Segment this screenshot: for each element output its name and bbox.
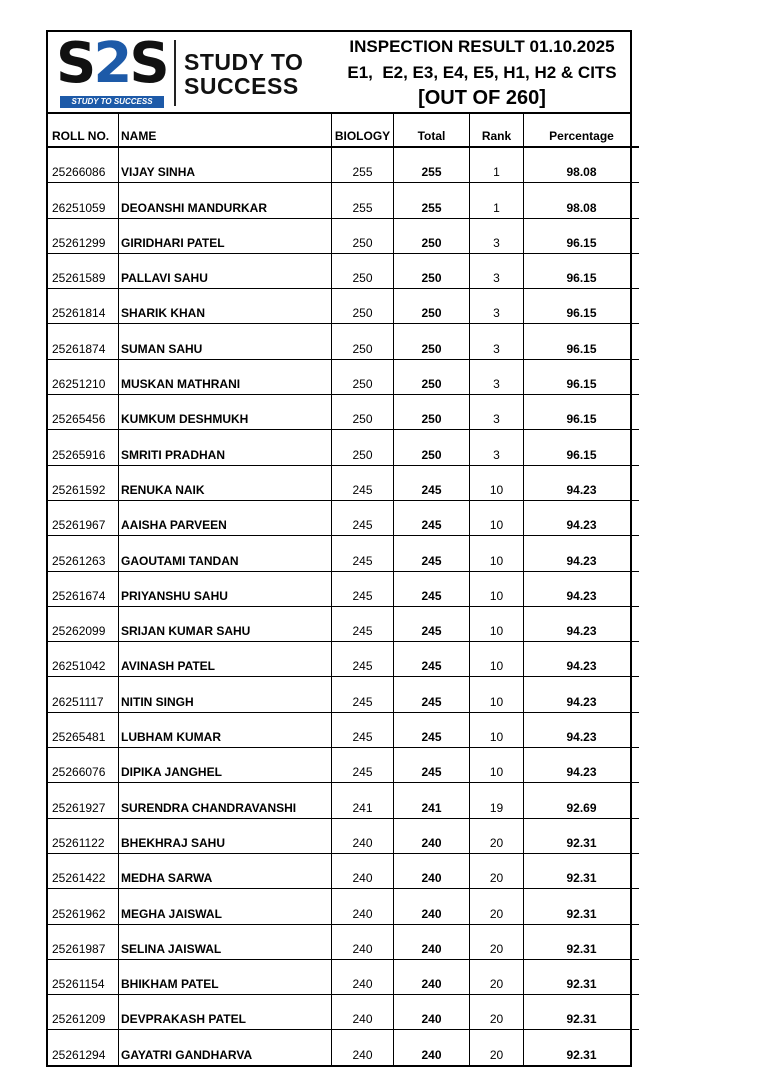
cell-biology: 250 — [332, 218, 394, 253]
table-row — [48, 536, 639, 571]
cell-biology: 250 — [332, 324, 394, 359]
cell-total: 250 — [394, 218, 470, 253]
cell-rank: 1 — [470, 183, 524, 218]
cell-roll-no: 25261294 — [48, 1030, 119, 1065]
cell-percentage: 98.08 — [524, 183, 640, 218]
cell-total: 240 — [394, 1030, 470, 1065]
cell-total: 250 — [394, 289, 470, 324]
cell-roll-no: 25266086 — [48, 147, 119, 183]
table-row — [48, 818, 639, 853]
cell-rank: 20 — [470, 924, 524, 959]
cell-rank: 10 — [470, 571, 524, 606]
cell-percentage: 98.08 — [524, 147, 640, 183]
s2s-logo-mark — [56, 31, 167, 108]
cell-percentage: 96.15 — [524, 324, 640, 359]
cell-total: 255 — [394, 183, 470, 218]
cell-rank: 3 — [470, 395, 524, 430]
cell-total: 250 — [394, 359, 470, 394]
table-row — [48, 359, 639, 394]
logo-letter-s: S — [129, 31, 167, 96]
cell-percentage: 92.31 — [566, 1047, 597, 1062]
cell-total: 245 — [394, 606, 470, 641]
logo-digit-2: 2 — [93, 31, 130, 96]
cell-percentage: 94.23 — [524, 536, 640, 571]
cell-rank: 1 — [470, 147, 524, 183]
table-row — [48, 995, 639, 1030]
cell-biology: 240 — [332, 959, 394, 994]
cell-name: SRIJAN KUMAR SAHU — [119, 606, 332, 641]
batch-list: E1, E2, E3, E4, E5, H1, H2 & CITS — [347, 63, 617, 82]
cell-total: 240 — [394, 959, 470, 994]
cell-rank: 20 — [470, 853, 524, 888]
table-row — [48, 218, 639, 253]
table-row — [48, 253, 639, 288]
table-row — [48, 324, 639, 359]
cell-total: 250 — [394, 395, 470, 430]
cell-roll-no: 25261589 — [48, 253, 119, 288]
cell-biology: 255 — [332, 147, 394, 183]
cell-rank: 19 — [470, 783, 524, 818]
cell-rank: 20 — [470, 995, 524, 1030]
cell-biology: 245 — [332, 642, 394, 677]
table-row — [48, 959, 639, 994]
cell-name: LUBHAM KUMAR — [119, 712, 332, 747]
cell-name: KUMKUM DESHMUKH — [119, 395, 332, 430]
cell-biology: 245 — [332, 571, 394, 606]
cell-biology: 250 — [332, 289, 394, 324]
cell-total: 240 — [394, 853, 470, 888]
table-row — [48, 500, 639, 535]
cell-biology: 241 — [332, 783, 394, 818]
cell-rank: 3 — [470, 324, 524, 359]
cell-rank: 20 — [470, 818, 524, 853]
cell-percentage: 94.23 — [524, 465, 640, 500]
cell-total: 241 — [394, 783, 470, 818]
cell-name: BHEKHRAJ SAHU — [119, 818, 332, 853]
cell-percentage: 96.15 — [524, 218, 640, 253]
cell-rank: 10 — [470, 536, 524, 571]
cell-roll-no: 25266076 — [48, 748, 119, 783]
cell-roll-no: 25261299 — [48, 218, 119, 253]
cell-total: 240 — [394, 889, 470, 924]
cell-biology: 250 — [332, 430, 394, 465]
table-row — [48, 147, 639, 183]
cell-percentage: 96.15 — [524, 430, 640, 465]
cell-percentage: 96.15 — [524, 359, 640, 394]
table-row — [48, 1030, 639, 1065]
result-sheet — [46, 30, 632, 1067]
cell-roll-no: 26251042 — [48, 642, 119, 677]
cell-total: 250 — [394, 430, 470, 465]
table-row — [48, 289, 639, 324]
cell-total: 245 — [394, 748, 470, 783]
cell-roll-no: 26251210 — [48, 359, 119, 394]
cell-name: SMRITI PRADHAN — [119, 430, 332, 465]
table-body — [48, 147, 639, 1065]
cell-roll-no: 26251059 — [48, 183, 119, 218]
cell-roll-no: 25261209 — [48, 995, 119, 1030]
cell-total: 245 — [394, 712, 470, 747]
logo-ribbon: STUDY TO SUCCESS — [60, 96, 164, 108]
table-row — [48, 642, 639, 677]
cell-percentage: 94.23 — [524, 606, 640, 641]
cell-biology: 245 — [332, 677, 394, 712]
cell-name: GIRIDHARI PATEL — [119, 218, 332, 253]
cell-roll-no: 25265456 — [48, 395, 119, 430]
cell-biology: 240 — [332, 853, 394, 888]
cell-name: DEOANSHI MANDURKAR — [119, 183, 332, 218]
cell-percentage: 94.23 — [524, 748, 640, 783]
cell-percentage: 96.15 — [524, 289, 640, 324]
cell-biology: 245 — [332, 500, 394, 535]
table-row — [48, 183, 639, 218]
cell-biology: 240 — [332, 1030, 394, 1065]
cell-roll-no: 25265916 — [48, 430, 119, 465]
logo-divider — [174, 40, 176, 106]
cell-name: NITIN SINGH — [119, 677, 332, 712]
cell-name: MEGHA JAISWAL — [119, 889, 332, 924]
table-row — [48, 465, 639, 500]
cell-name: GAYATRI GANDHARVA — [119, 1030, 332, 1065]
cell-total: 240 — [394, 995, 470, 1030]
cell-percentage: 94.23 — [524, 642, 640, 677]
result-title: INSPECTION RESULT 01.10.2025 — [349, 37, 615, 56]
cell-roll-no: 25261122 — [48, 818, 119, 853]
cell-percentage: 92.31 — [524, 818, 640, 853]
cell-name: MEDHA SARWA — [119, 853, 332, 888]
cell-biology: 240 — [332, 818, 394, 853]
cell-total: 245 — [394, 500, 470, 535]
cell-total: 255 — [394, 147, 470, 183]
cell-biology: 245 — [332, 465, 394, 500]
cell-name: PRIYANSHU SAHU — [119, 571, 332, 606]
table-row — [48, 677, 639, 712]
sheet-header — [48, 32, 630, 114]
cell-total: 245 — [394, 571, 470, 606]
cell-name: SHARIK KHAN — [119, 289, 332, 324]
cell-roll-no: 25261592 — [48, 465, 119, 500]
cell-rank: 10 — [470, 642, 524, 677]
cell-name: DIPIKA JANGHEL — [119, 748, 332, 783]
cell-name: GAOUTAMI TANDAN — [119, 536, 332, 571]
cell-rank: 10 — [470, 465, 524, 500]
cell-rank: 10 — [470, 500, 524, 535]
cell-total: 250 — [394, 253, 470, 288]
cell-rank: 3 — [470, 218, 524, 253]
header-roll-no: ROLL NO. — [48, 114, 119, 147]
cell-percentage: 94.23 — [524, 500, 640, 535]
cell-name: PALLAVI SAHU — [119, 253, 332, 288]
cell-rank: 20 — [470, 889, 524, 924]
cell-percentage: 94.23 — [524, 712, 640, 747]
cell-roll-no: 25261263 — [48, 536, 119, 571]
cell-name: SURENDRA CHANDRAVANSHI — [119, 783, 332, 818]
cell-name: VIJAY SINHA — [119, 147, 332, 183]
cell-rank: 10 — [470, 606, 524, 641]
cell-roll-no: 25261987 — [48, 924, 119, 959]
cell-biology: 245 — [332, 712, 394, 747]
table-row — [48, 712, 639, 747]
cell-name: SELINA JAISWAL — [119, 924, 332, 959]
cell-roll-no: 25261674 — [48, 571, 119, 606]
cell-rank: 20 — [470, 959, 524, 994]
cell-percentage: 94.23 — [524, 677, 640, 712]
cell-name: AAISHA PARVEEN — [119, 500, 332, 535]
table-header-row — [48, 114, 639, 147]
cell-name: SUMAN SAHU — [119, 324, 332, 359]
cell-biology: 245 — [332, 606, 394, 641]
cell-roll-no: 25261927 — [48, 783, 119, 818]
cell-roll-no: 25261874 — [48, 324, 119, 359]
cell-biology: 250 — [332, 359, 394, 394]
cell-name: BHIKHAM PATEL — [119, 959, 332, 994]
max-marks: [OUT OF 260] — [418, 87, 546, 109]
cell-percentage: 92.31 — [524, 853, 640, 888]
cell-biology: 245 — [332, 536, 394, 571]
cell-percentage: 92.31 — [524, 995, 640, 1030]
table-row — [48, 783, 639, 818]
cell-total: 240 — [394, 818, 470, 853]
logo-word-line1: STUDY TO — [184, 49, 304, 75]
cell-name: AVINASH PATEL — [119, 642, 332, 677]
cell-name: RENUKA NAIK — [119, 465, 332, 500]
header-rank: Rank — [470, 114, 524, 147]
cell-percentage: 92.69 — [524, 783, 640, 818]
cell-rank: 3 — [470, 289, 524, 324]
table-row — [48, 571, 639, 606]
cell-biology: 250 — [332, 395, 394, 430]
logo-letter-s: S — [56, 31, 94, 96]
cell-roll-no: 25261962 — [48, 889, 119, 924]
cell-total: 240 — [394, 924, 470, 959]
cell-rank: 3 — [470, 430, 524, 465]
table-row — [48, 395, 639, 430]
table-row — [48, 430, 639, 465]
cell-percentage: 92.31 — [524, 959, 640, 994]
header-name: NAME — [119, 114, 332, 147]
cell-biology: 255 — [332, 183, 394, 218]
cell-percentage: 92.31 — [524, 924, 640, 959]
cell-roll-no: 25265481 — [48, 712, 119, 747]
cell-roll-no: 25261154 — [48, 959, 119, 994]
cell-rank: 3 — [470, 253, 524, 288]
cell-rank: 20 — [470, 1030, 524, 1065]
study-to-success-logo — [54, 31, 354, 108]
cell-biology: 240 — [332, 924, 394, 959]
table-row — [48, 748, 639, 783]
cell-biology: 250 — [332, 253, 394, 288]
cell-percentage: 92.31 — [524, 889, 640, 924]
table-row — [48, 606, 639, 641]
cell-total: 245 — [394, 642, 470, 677]
cell-biology: 240 — [332, 889, 394, 924]
cell-rank: 10 — [470, 748, 524, 783]
cell-total: 250 — [394, 324, 470, 359]
table-row — [48, 853, 639, 888]
cell-total: 245 — [394, 465, 470, 500]
cell-biology: 240 — [332, 995, 394, 1030]
cell-total: 245 — [394, 677, 470, 712]
results-table — [48, 114, 639, 1065]
header-total: Total — [394, 114, 470, 147]
cell-name: MUSKAN MATHRANI — [119, 359, 332, 394]
s2s-logo-text — [56, 32, 166, 96]
cell-percentage: 94.23 — [524, 571, 640, 606]
title-block — [334, 34, 630, 110]
cell-name: DEVPRAKASH PATEL — [119, 995, 332, 1030]
header-percentage: Percentage — [524, 114, 640, 147]
table-row — [48, 889, 639, 924]
cell-biology: 245 — [332, 748, 394, 783]
cell-rank: 3 — [470, 359, 524, 394]
cell-percentage: 96.15 — [524, 253, 640, 288]
cell-total: 245 — [394, 536, 470, 571]
cell-rank: 10 — [470, 712, 524, 747]
cell-roll-no: 25262099 — [48, 606, 119, 641]
cell-roll-no: 26251117 — [48, 677, 119, 712]
cell-roll-no: 25261967 — [48, 500, 119, 535]
table-row — [48, 924, 639, 959]
cell-roll-no: 25261814 — [48, 289, 119, 324]
cell-rank: 10 — [470, 677, 524, 712]
cell-percentage: 96.15 — [524, 395, 640, 430]
cell-roll-no: 25261422 — [48, 853, 119, 888]
logo-word-line2: SUCCESS — [184, 73, 299, 99]
logo-wordmark — [184, 50, 354, 98]
header-biology: BIOLOGY — [332, 114, 394, 147]
